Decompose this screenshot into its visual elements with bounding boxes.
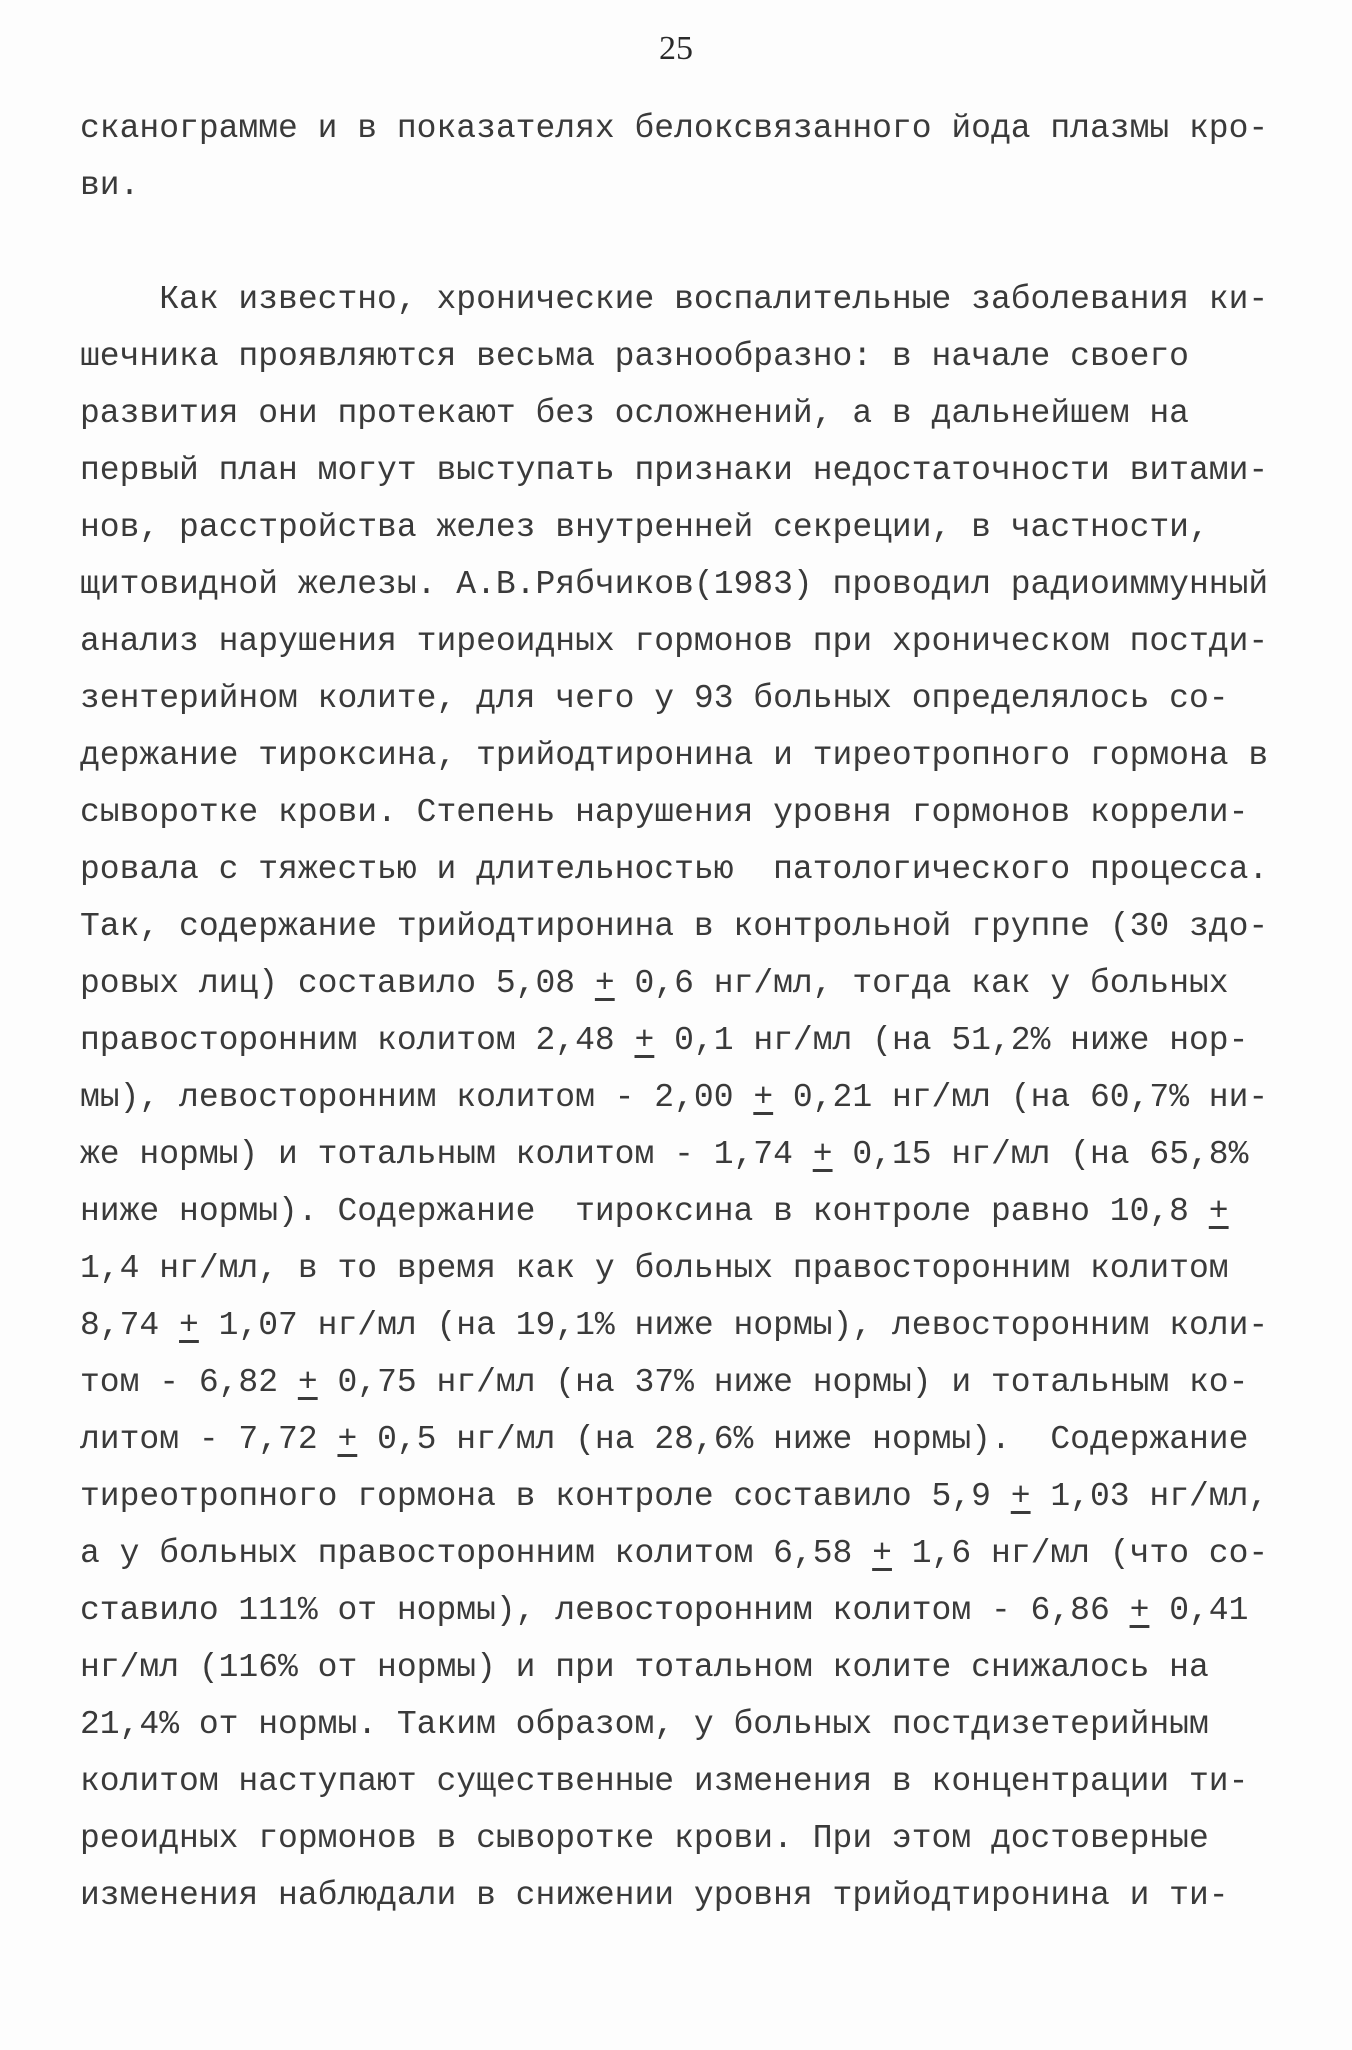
text-line: щитовидной железы. А.В.Рябчиков(1983) проводил радиоиммунный — [80, 566, 1269, 603]
text-line: 8,74 + 1,07 нг/мл (на 19,1% ниже нормы), левосторонним коли- — [80, 1307, 1269, 1344]
text-line: том - 6,82 + 0,75 нг/мл (на 37% ниже нормы) и тотальным ко- — [80, 1364, 1249, 1401]
text-line: первый план могут выступать признаки недостаточности витами- — [80, 452, 1269, 489]
text-line: колитом наступают существенные изменения в концентрации ти- — [80, 1763, 1249, 1800]
text-line: ровых лиц) составило 5,08 + 0,6 нг/мл, тогда как у больных — [80, 965, 1229, 1002]
text-line: литом - 7,72 + 0,5 нг/мл (на 28,6% ниже нормы). Содержание — [80, 1421, 1249, 1458]
text-line: зентерийном колите, для чего у 93 больных определялось со- — [80, 680, 1229, 717]
text-line: мы), левосторонним колитом - 2,00 + 0,21 нг/мл (на 60,7% ни- — [80, 1079, 1269, 1116]
text-line: ви. — [80, 167, 140, 204]
text-line: тиреотропного гормона в контроле составило 5,9 + 1,03 нг/мл, — [80, 1478, 1269, 1515]
text-line: 1,4 нг/мл, в то время как у больных правосторонним колитом — [80, 1250, 1229, 1287]
text-line: ставило 111% от нормы), левосторонним колитом - 6,86 + 0,41 — [80, 1592, 1249, 1629]
text-line: сканограмме и в показателях белоксвязанного йода плазмы кро- — [80, 110, 1269, 147]
text-line — [80, 214, 1280, 271]
text-line: ниже нормы). Содержание тироксина в контроле равно 10,8 + — [80, 1193, 1229, 1230]
text-line: Так, содержание трийодтиронина в контрольной группе (30 здо- — [80, 908, 1269, 945]
text-line: нг/мл (116% от нормы) и при тотальном колите снижалось на — [80, 1649, 1209, 1686]
text-line: правосторонним колитом 2,48 + 0,1 нг/мл (на 51,2% ниже нор- — [80, 1022, 1249, 1059]
page-number: 25 — [659, 30, 693, 67]
text-line: реоидных гормонов в сыворотке крови. При этом достоверные — [80, 1820, 1209, 1857]
text-line: анализ нарушения тиреоидных гормонов при хроническом постди- — [80, 623, 1269, 660]
text-line: держание тироксина, трийодтиронина и тиреотропного гормона в — [80, 737, 1269, 774]
text-line: нов, расстройства желез внутренней секреции, в частности, — [80, 509, 1209, 546]
body-text — [80, 100, 1280, 1924]
text-line: Как известно, хронические воспалительные заболевания ки- — [80, 281, 1269, 318]
text-line: шечника проявляются весьма разнообразно: в начале своего — [80, 338, 1189, 375]
text-line: а у больных правосторонним колитом 6,58 + 1,6 нг/мл (что со- — [80, 1535, 1269, 1572]
text-line: сыворотке крови. Степень нарушения уровня гормонов коррели- — [80, 794, 1249, 831]
text-line: развития они протекают без осложнений, а в дальнейшем на — [80, 395, 1189, 432]
text-line: изменения наблюдали в снижении уровня трийодтиронина и ти- — [80, 1877, 1229, 1914]
text-line: ровала с тяжестью и длительностью патологического процесса. — [80, 851, 1269, 888]
text-line: же нормы) и тотальным колитом - 1,74 + 0,15 нг/мл (на 65,8% — [80, 1136, 1249, 1173]
text-line: 21,4% от нормы. Таким образом, у больных постдизетерийным — [80, 1706, 1209, 1743]
